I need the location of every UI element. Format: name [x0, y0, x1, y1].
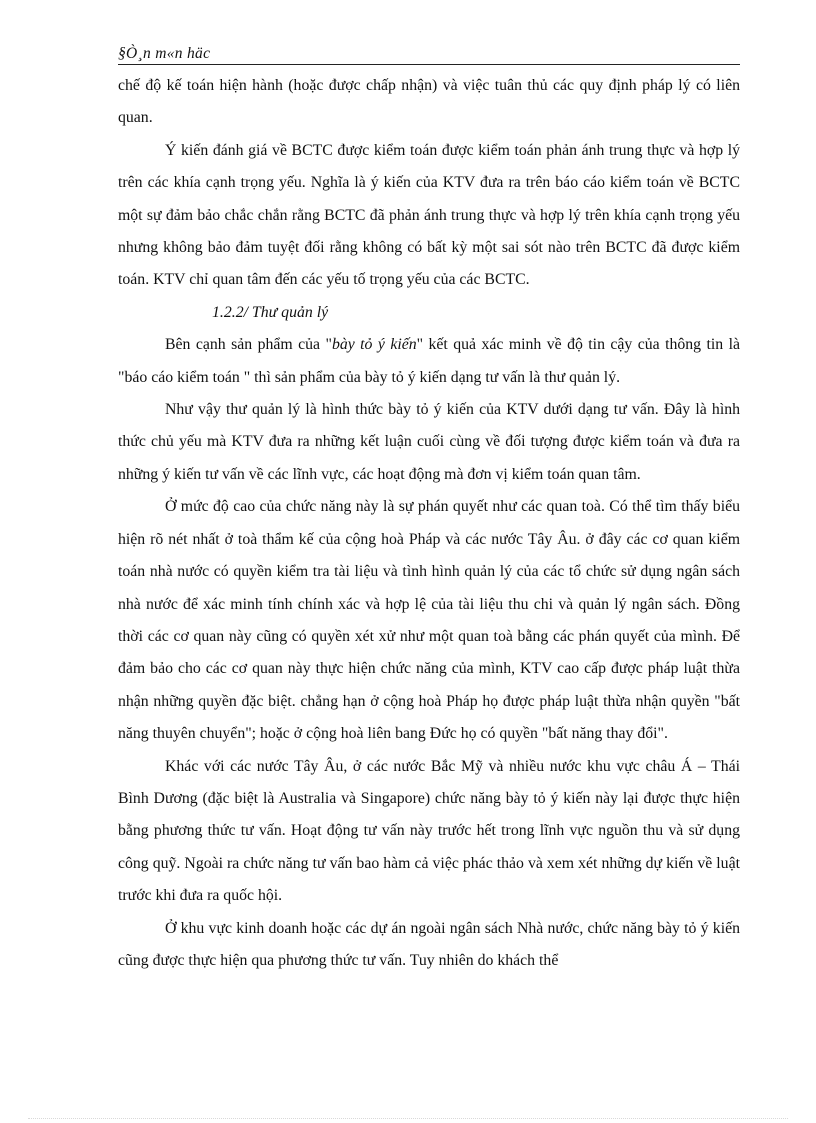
paragraph-6: Khác với các nước Tây Âu, ở các nước Bắc Mỹ và nhiều nước khu vực châu Á – Thái Bình Dương (đặc biệt là Australia và Singapore) chức năng bày tỏ ý kiến này lại được thực hiện bằng phương thức tư vấn. Hoạt động tư vấn này trước hết trong lĩnh vực nguồn thu và sử dụng công quỹ. Ngoài ra chức năng tư vấn bao hàm cả việc phác thảo và xem xét những dự kiến về luật trước khi đưa ra quốc hội. — [118, 757, 740, 905]
footer-divider — [28, 1118, 788, 1119]
paragraph-7: Ở khu vực kinh doanh hoặc các dự án ngoài ngân sách Nhà nước, chức năng bày tỏ ý kiến cũng được thực hiện qua phương thức tư vấn. Tuy nhiên do khách thể — [118, 919, 740, 969]
paragraph-3 — [118, 329, 740, 394]
paragraph-5: Ở mức độ cao của chức năng này là sự phán quyết như các quan toà. Có thể tìm thấy biểu hiện rõ nét nhất ở toà thẩm kế của cộng hoà Pháp và các nước Tây Âu. ở đây các cơ quan kiểm toán nhà nước có quyền kiểm tra tài liệu và tình hình quản lý của các tổ chức sử dụng ngân sách nhà nước để xác minh tính chính xác và hợp lệ của tài liệu thu chi và quản lý ngân sách. Đồng thời các cơ quan này cũng có quyền xét xử như một quan toà bằng các phán quyết của mình. Để đảm bảo cho các cơ quan này thực hiện chức năng của mình, KTV cao cấp được pháp luật thừa nhận những quyền đặc biệt. chẳng hạn ở cộng hoà Pháp họ được pháp luật thừa nhận quyền "bất năng thuyên chuyển"; hoặc ở cộng hoà liên bang Đức họ có quyền "bất năng thay đổi". — [118, 498, 740, 743]
section-subheading: 1.2.2/ Thư quản lý — [212, 303, 329, 321]
header-title: §Ò¸n m«n häc — [118, 45, 211, 62]
paragraph-3-italic-term: bày tỏ ý kiến — [331, 336, 417, 354]
document-body — [118, 70, 740, 977]
paragraph-1: chế độ kế toán hiện hành (hoặc được chấp nhận) và việc tuân thủ các quy định pháp lý có liên quan. — [118, 77, 740, 127]
paragraph-3-text-b: " kết quả xác minh về độ tin cậy của thông tin là "báo cáo kiểm toán " thì sản phẩm của bày tỏ ý kiến dạng tư vấn là thư quản lý. — [118, 336, 741, 386]
paragraph-3-text-a: Bên cạnh sản phẩm của " — [165, 336, 332, 354]
page-header — [118, 42, 740, 65]
paragraph-4: Như vậy thư quản lý là hình thức bày tỏ ý kiến của KTV dưới dạng tư vấn. Đây là hình thức chủ yếu mà KTV đưa ra những kết luận cuối cùng về đối tượng được kiểm toán và đưa ra những ý kiến tư vấn về các lĩnh vực, các hoạt động mà đơn vị kiểm toán quan tâm. — [118, 401, 740, 483]
paragraph-2: Ý kiến đánh giá về BCTC được kiểm toán được kiểm toán phản ánh trung thực và hợp lý trên các khía cạnh trọng yếu. Nghĩa là ý kiến của KTV đưa ra trên báo cáo kiểm toán về BCTC một sự đảm bảo chắc chắn rằng BCTC đã phản ánh trung thực và hợp lý trên khía cạnh trọng yếu nhưng không bảo đảm tuyệt đối rằng không có bất kỳ một sai sót nào trên BCTC đã được kiểm toán. KTV chỉ quan tâm đến các yếu tố trọng yếu của các BCTC. — [118, 141, 740, 289]
